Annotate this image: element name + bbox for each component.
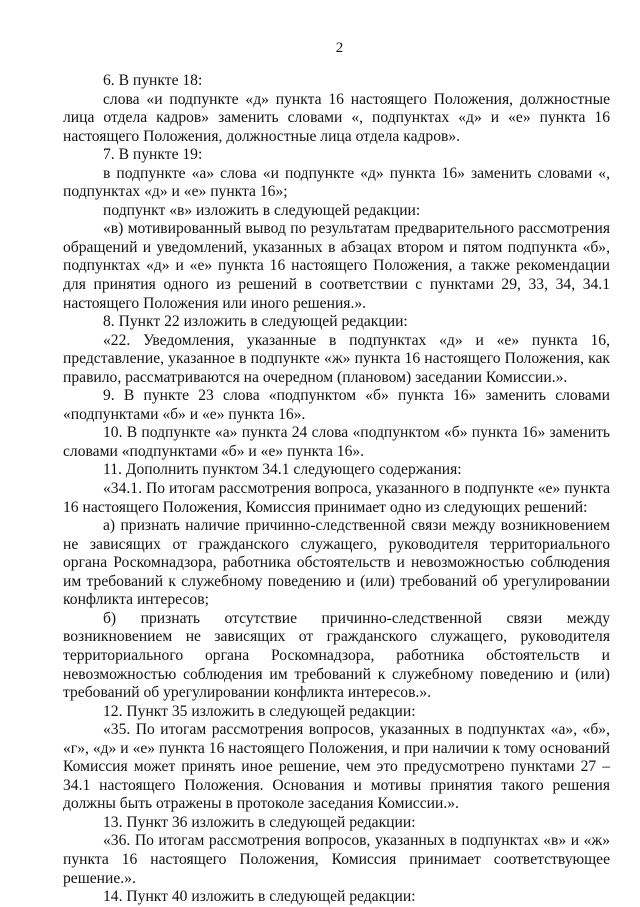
paragraph: 8. Пункт 22 изложить в следующей редакции: (103, 313, 408, 331)
paragraph: 10. В подпункте «а» пункта 24 слова «подпунктом «б» пункта 16» заменить словами «подпунктами «б» и «е» пункта 16». (63, 424, 610, 460)
paragraph: подпункт «в» изложить в следующей редакции: (103, 201, 421, 219)
page-number: 2 (335, 40, 344, 56)
paragraph: «36. По итогам рассмотрения вопросов, указанных в подпунктах «в» и «ж» пункта 16 настоящего Положения, Комиссия принимает соответствующее решение.». (63, 832, 610, 887)
paragraph: а) признать наличие причинно-следственной связи между возникновением не зависящих от гражданского служащего, руководителя территориального органа Роскомнадзора, работника обстоятельств и невозможностью соблюдения им требований к служебному поведению и (или) требований об урегулировании конфликта интересов; (63, 517, 610, 609)
paragraph: б) признать отсутствие причинно-следственной связи между возникновением не зависящих от гражданского служащего, руководителя территориального органа Роскомнадзора, работника обстоятельств и невозможностью соблюдения им требований к служебному поведению и (или) требований об урегулировании конфликта интересов.». (63, 609, 610, 702)
paragraph: «34.1. По итогам рассмотрения вопроса, указанного в подпункте «е» пункта 16 настоящего Положения, Комиссия принимает одно из следующих решений: (63, 480, 610, 516)
paragraph: слова «и подпункте «д» пункта 16 настоящего Положения, должностные лица отдела кадров» заменить словами «, подпунктах «д» и «е» пункта 16 настоящего Положения, должностные лица отдела кадров». (63, 90, 610, 145)
paragraph: 9. В пункте 23 слова «подпунктом «б» пункта 16» заменить словами «подпунктами «б» и «е» пункта 16». (63, 387, 610, 423)
paragraph: в подпункте «а» слова «и подпункте «д» пункта 16» заменить словами «, подпунктах «д» и «е» пункта 16»; (63, 164, 610, 201)
paragraph: «35. По итогам рассмотрения вопросов, указанных в подпунктах «а», «б», «г», «д» и «е» пункта 16 настоящего Положения, и при наличии к тому оснований Комиссия может принять иное решение, чем это предусмотрено пунктами 27 – 34.1 настоящего Положения. Основания и мотивы принятия такого решения должны быть отражены в протоколе заседания Комиссии.». (63, 721, 610, 813)
paragraph: 7. В пункте 19: (103, 146, 203, 164)
paragraph: «22. Уведомления, указанные в подпунктах «д» и «е» пункта 16, представление, указанное в подпункте «ж» пункта 16 настоящего Положения, как правило, рассматриваются на очередном (плановом) заседании Комиссии.». (63, 331, 610, 386)
document-body (63, 72, 610, 907)
paragraph: 14. Пункт 40 изложить в следующей редакции: (103, 888, 416, 906)
paragraph: 13. Пункт 36 изложить в следующей редакции: (103, 813, 416, 831)
paragraph: 11. Дополнить пунктом 34.1 следующего содержания: (103, 461, 462, 479)
paragraph: «в) мотивированный вывод по результатам предварительного рассмотрения обращений и уведомлений, указанных в абзацах втором и пятом подпункта «б», подпунктах «д» и «е» пункта 16 настоящего Положения, а также рекомендации для принятия одного из решений в соответствии с пунктами 29, 33, 34, 34.1 настоящего Положения или иного решения.». (63, 220, 610, 312)
paragraph: 6. В пункте 18: (103, 72, 203, 89)
paragraph: 12. Пункт 35 изложить в следующей редакции: (103, 702, 416, 720)
